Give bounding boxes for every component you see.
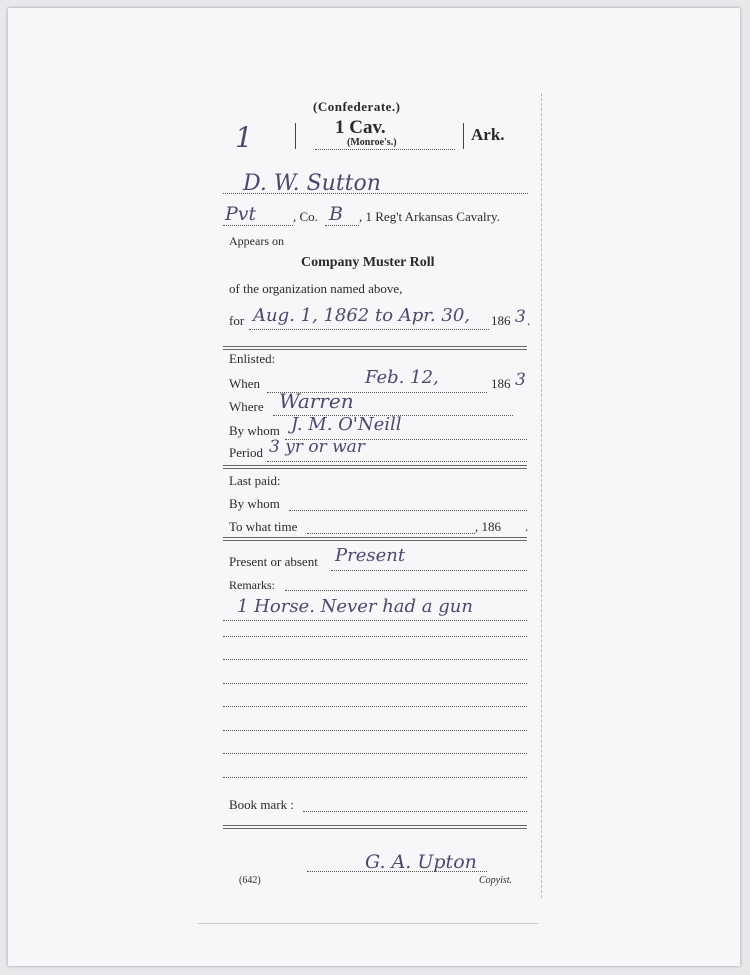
unit-underline	[315, 149, 455, 150]
section-rule-1	[223, 346, 527, 350]
unit-subtitle: (Monroe's.)	[347, 137, 397, 148]
section-rule-4	[223, 825, 527, 829]
bottom-fold-line	[198, 923, 538, 924]
header-divider-left	[295, 123, 296, 149]
present-line	[331, 570, 527, 571]
paid-by-label: By whom	[229, 496, 280, 511]
when-label: When	[229, 376, 261, 391]
remarks-line-8	[223, 777, 527, 778]
company-label: , Co.	[293, 209, 318, 224]
paid-dot: .	[525, 519, 529, 534]
period-term-line	[267, 461, 527, 462]
copyist-label: Copyist.	[479, 875, 513, 886]
paid-by-line	[289, 510, 527, 511]
section-rule-2	[223, 465, 527, 469]
remarks-line-7	[223, 753, 527, 754]
enlist-date: Feb. 12,	[365, 367, 439, 388]
company-line	[325, 225, 359, 226]
remarks-line-0	[285, 590, 527, 591]
remarks-line-4	[223, 683, 527, 684]
company-letter: B	[329, 203, 343, 225]
enlisted-by: J. M. O'Neill	[291, 414, 402, 435]
enlist-year: 186	[491, 376, 511, 391]
period-year: 186	[491, 313, 511, 328]
remarks-text: 1 Horse. Never had a gun	[237, 596, 473, 617]
soldier-rank: Pvt	[225, 203, 257, 225]
paid-year: , 186	[475, 519, 501, 534]
remarks-line-2	[223, 636, 527, 637]
present-status: Present	[335, 545, 406, 566]
roll-period: Aug. 1, 1862 to Apr. 30,	[253, 305, 470, 326]
header-divider-right	[463, 123, 464, 149]
by-whom-label: By whom	[229, 423, 280, 438]
enlist-year-digit: 3	[515, 370, 526, 390]
period-year-digit: 3	[515, 307, 526, 327]
remarks-line-1	[223, 620, 527, 621]
organization-label: of the organization named above,	[229, 281, 403, 296]
period-line	[249, 329, 489, 330]
card-edge-line	[541, 93, 542, 898]
regiment-label: , 1 Reg't Arkansas Cavalry.	[359, 209, 500, 224]
period-label: Period	[229, 445, 263, 460]
enlist-place: Warren	[279, 389, 354, 413]
remarks-line-3	[223, 659, 527, 660]
period-dot: .	[527, 313, 531, 328]
roll-title: Company Muster Roll	[301, 255, 435, 270]
where-label: Where	[229, 399, 264, 414]
present-absent-label: Present or absent	[229, 554, 318, 569]
for-label: for	[229, 313, 245, 328]
document-page	[8, 8, 740, 966]
enlisted-heading: Enlisted:	[229, 351, 276, 366]
copyist-signature: G. A. Upton	[365, 851, 477, 873]
unit-label: 1 Cav.	[335, 117, 386, 138]
remarks-line-6	[223, 730, 527, 731]
to-what-time-label: To what time	[229, 519, 298, 534]
soldier-name: D. W. Sutton	[243, 171, 381, 196]
rank-line	[223, 225, 293, 226]
muster-roll-card	[223, 93, 543, 898]
book-mark-line	[303, 811, 527, 812]
card-number: 1	[235, 121, 253, 154]
remarks-label: Remarks:	[229, 578, 275, 592]
name-line	[223, 193, 528, 194]
state-label: Ark.	[471, 125, 505, 144]
section-rule-3	[223, 537, 527, 541]
form-number: (642)	[239, 875, 261, 886]
book-mark-label: Book mark :	[229, 797, 294, 812]
confederate-header: (Confederate.)	[313, 99, 401, 114]
last-paid-heading: Last paid:	[229, 473, 281, 488]
to-what-time-line	[307, 533, 475, 534]
remarks-line-5	[223, 706, 527, 707]
enlist-term: 3 yr or war	[269, 437, 365, 457]
appears-on-label: Appears on	[229, 234, 284, 248]
